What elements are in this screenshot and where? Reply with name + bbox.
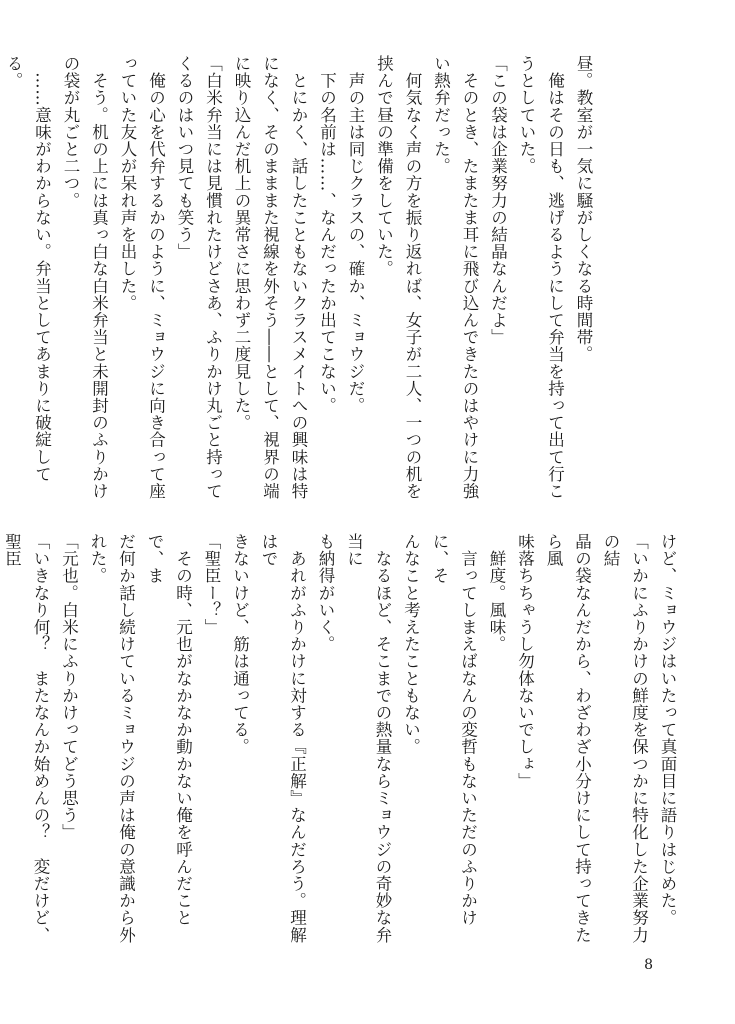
text-line: あれがふりかけに対する『正解』なんだろう。理解はで xyxy=(259,533,307,944)
text-line: 鮮度。風味。 xyxy=(487,533,506,653)
text-line: そのとき、たまたま耳に飛び込んできたのはやけに力強 xyxy=(460,55,479,500)
text-line: 昼。教室が一気に騒がしくなる時間帯。 xyxy=(574,55,593,363)
text-line: い熱弁だった。 xyxy=(431,55,451,175)
text-line: 晶の袋なんだから、わざわざ小分けにして持ってきたら風 xyxy=(544,533,592,944)
text-line: 「この袋は企業努力の結晶なんだよ」 xyxy=(488,55,508,346)
text-line: 味落ちちゃうし勿体ないでしょ」 xyxy=(515,533,535,790)
text-line: も納得がいく。 xyxy=(316,533,335,653)
text-line: んなこと考えたこともない。 xyxy=(401,533,421,756)
text-line: うとしていた。 xyxy=(517,55,536,175)
text-line: 挟んで昼の準備をしていた。 xyxy=(374,55,394,278)
text-line: 何気なく声の方を振り返れば、女子が二人、一つの机を xyxy=(403,55,422,500)
text-line: になく、そのまままた視線を外そう――として、視界の端 xyxy=(260,55,280,500)
text-line: きないけど、筋は通ってる。 xyxy=(230,533,250,756)
text-line: ……意味がわからない。弁当としてあまりに破綻してる。 xyxy=(4,55,52,483)
text-line: っていた友人が呆れ声を出した。 xyxy=(118,55,137,312)
text-line: 「いきなり何？ またなんか始めんの？ 変だけど、聖臣 xyxy=(2,533,50,944)
text-line: なるほど、そこまでの熱量ならミョウジの奇妙な弁当に xyxy=(344,533,392,944)
text-line: くるのはいつ見ても笑う」 xyxy=(175,55,194,261)
text-block-upper xyxy=(4,55,597,502)
text-line: だ何か話し続けているミョウジの声は俺の意識から外れた。 xyxy=(88,533,136,944)
text-line: 下の名前は……、なんだったか出てこない。 xyxy=(317,55,337,415)
text-line: に映り込んだ机上の異常さに思わず二度見した。 xyxy=(232,55,251,432)
text-line: 「白米弁当には見慣れたけどさあ、ふりかけ丸ごと持って xyxy=(203,55,223,500)
text-line: 俺はその日も、逃げるようにして弁当を持って出て行こ xyxy=(545,55,565,500)
text-line: の袋が丸ごと二つ。 xyxy=(61,55,80,209)
text-line: 俺の心を代弁するかのように、ミョウジに向き合って座 xyxy=(146,55,166,500)
page-number: 8 xyxy=(644,957,653,973)
text-line: 言ってしまえばなんの変哲もないただのふりかけに、そ xyxy=(430,533,478,927)
text-line: 声の主は同じクラスの、確か、ミョウジだ。 xyxy=(346,55,365,415)
text-line: 「元也。白米にふりかけってどう思う」 xyxy=(59,533,79,841)
text-line: そう。机の上には真っ白な白米弁当と未開封のふりかけ xyxy=(89,55,109,500)
text-line: その時、元也がなかなか動かない俺を呼んだことで、ま xyxy=(145,533,193,927)
text-line: とにかく、話したこともないクラスメイトへの興味は特 xyxy=(289,55,308,500)
text-line: 「聖臣ー？」 xyxy=(202,533,221,636)
text-line: 「いかにふりかけの鮮度を保つかに特化した企業努力の結 xyxy=(601,533,649,944)
text-line: けど、ミョウジはいたって真面目に語りはじめた。 xyxy=(658,533,677,927)
text-block-lower xyxy=(2,533,681,953)
